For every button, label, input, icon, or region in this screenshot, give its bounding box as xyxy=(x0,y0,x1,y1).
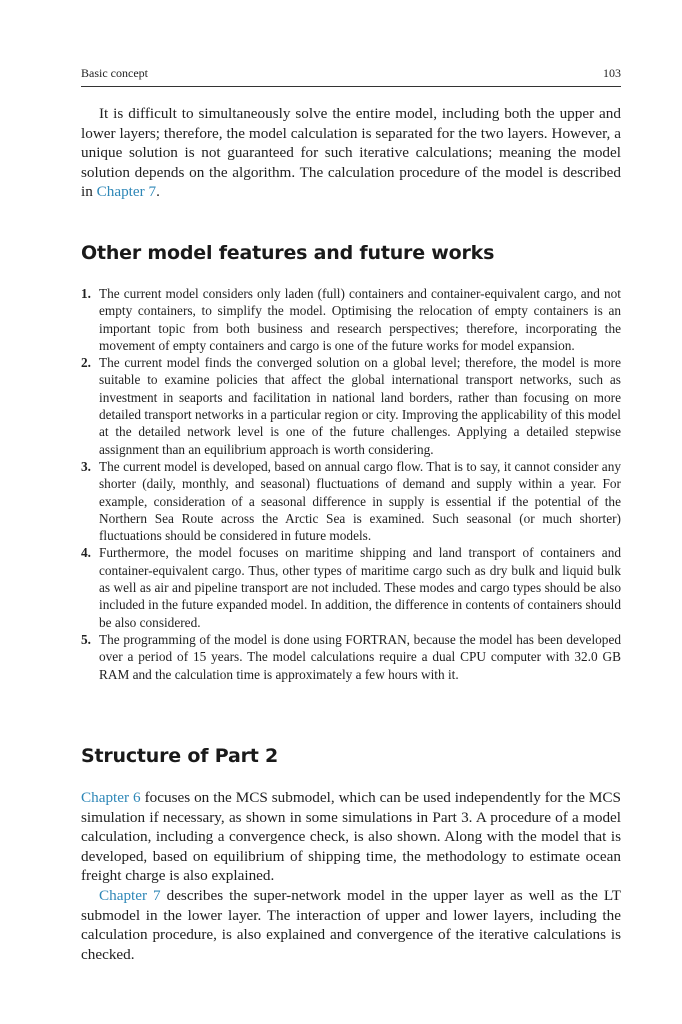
section-heading-structure-part-2: Structure of Part 2 xyxy=(81,745,279,767)
list-item-text: The current model is developed, based on annual cargo flow. That is to say, it cannot consider any shorter (daily, monthly, and seasonal) fluctuations of demand and supply within a year. For example, consideration of a seasonal difference in supply is essential if the potential of the Northern Sea Route across the Arctic Sea is examined. Such seasonal (or much shorter) fluctuations should be considered in future models. xyxy=(99,458,621,544)
list-item xyxy=(81,544,621,630)
list-item xyxy=(81,285,621,354)
structure-paragraph-2 xyxy=(81,886,621,964)
list-item-text: Furthermore, the model focuses on maritime shipping and land transport of containers and container-equivalent cargo. Thus, other types of maritime cargo such as dry bulk and liquid bulk as well as air and pipeline transport are not included. These modes and cargo types should be also included in the future expanded model. In addition, the difference in contents of containers should be also considered. xyxy=(99,545,621,630)
list-item-number: 1. xyxy=(81,286,91,301)
list-item xyxy=(81,631,621,683)
list-item-number: 4. xyxy=(81,545,91,561)
running-header-title: Basic concept xyxy=(81,66,148,80)
structure-paragraph-1-text: focuses on the MCS submodel, which can be used independently for the MCS simulation if necessary, as shown in some simulations in Part 3. A procedure of a model calculation, including a convergence check, is also shown. Along with the model that is developed, based on equilibrium of shipping time, the methodology to estimate ocean freight charge is also explained. xyxy=(81,789,621,885)
intro-text: It is difficult to simultaneously solve the entire model, including both the upper and lower layers; therefore, the model calculation is separated for the two layers. However, a unique solution is not guaranteed for such iterative calculations; meaning the model solution depends on the algorithm. The calculation procedure of the model is described in xyxy=(81,105,621,201)
page-number: 103 xyxy=(603,66,621,80)
structure-paragraph-1 xyxy=(81,788,621,886)
chapter-7-link-2[interactable]: Chapter 7 xyxy=(99,886,161,904)
list-item-text: The current model finds the converged solution on a global level; therefore, the model is more suitable to examine policies that affect the global international transport networks, such as investment in seaports and facilitation in national land borders, rather than focusing on more detailed transport networks in a particular region or city. Improving the applicability of this model at the detailed network level is one of the future challenges. Applying a detailed stepwise assignment than an equilibrium approach is worth considering. xyxy=(99,355,621,457)
list-item-text: The programming of the model is done using FORTRAN, because the model has been developed over a period of 15 years. The model calculations require a dual CPU computer with 32.0 GB RAM and the calculation time is approximately a few hours with it. xyxy=(99,631,621,682)
intro-paragraph xyxy=(81,104,621,202)
intro-text-end: . xyxy=(156,183,160,201)
list-item-text: The current model considers only laden (full) containers and container-equivalent cargo, and not empty containers, to simplify the model. Optimising the relocation of empty containers is an important topic from both business and research perspectives; therefore, incorporating the movement of empty containers and cargo is one of the future works for model expansion. xyxy=(99,286,621,353)
list-item-number: 2. xyxy=(81,355,91,371)
section-heading-other-features: Other model features and future works xyxy=(81,242,495,264)
features-list xyxy=(81,285,621,683)
list-item-number: 5. xyxy=(81,631,91,647)
list-item xyxy=(81,354,621,458)
structure-paragraph-2-text: describes the super-network model in the upper layer as well as the LT submodel in the lower layer. The interaction of upper and lower layers, including the calculation procedure, is also explained and convergence of the iterative calculations is checked. xyxy=(81,886,622,963)
chapter-6-link[interactable]: Chapter 6 xyxy=(81,789,141,806)
structure-section-body xyxy=(81,788,621,964)
list-item-number: 3. xyxy=(81,458,91,474)
list-item xyxy=(81,458,621,544)
chapter-7-link[interactable]: Chapter 7 xyxy=(96,183,157,201)
running-header xyxy=(81,64,621,87)
